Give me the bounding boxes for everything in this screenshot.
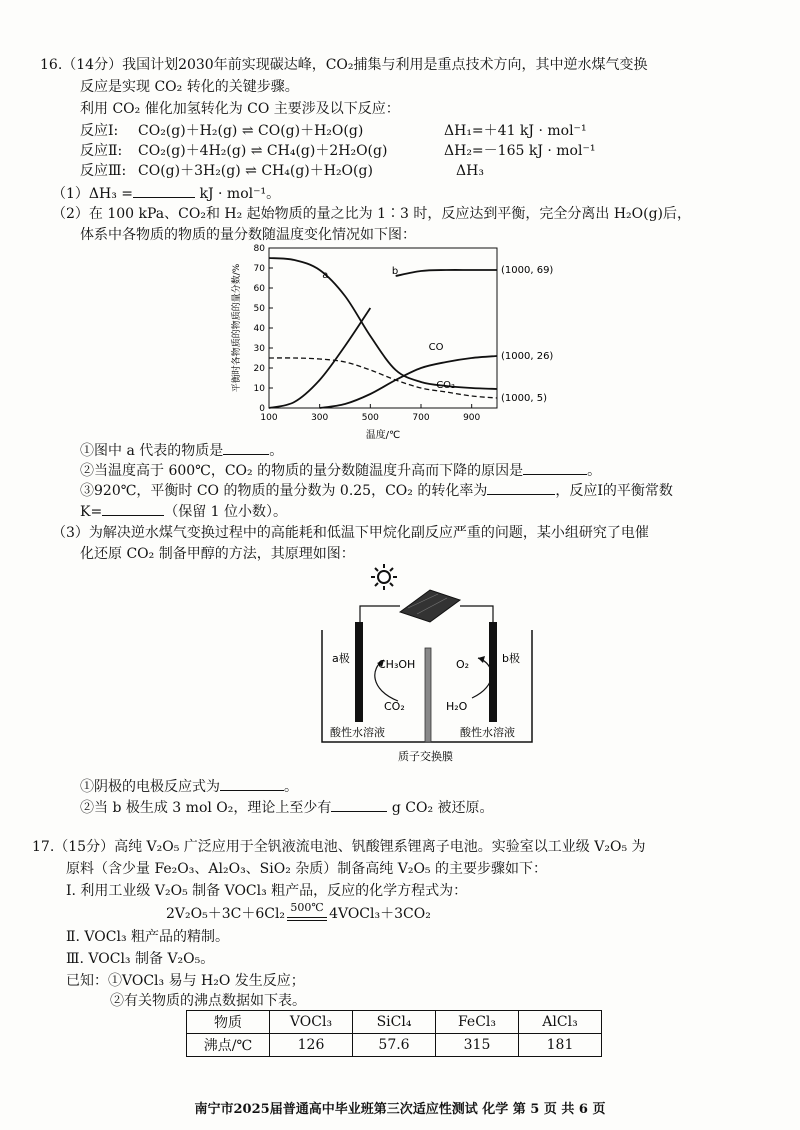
reaction-2-label: 反应Ⅱ: (80, 143, 123, 159)
reaction-1-label: 反应Ⅰ: (80, 123, 119, 139)
reaction-3-label: 反应Ⅲ: (80, 163, 127, 179)
series-line-CO₂ (269, 358, 497, 398)
page-footer: 南宁市2025届普通高中毕业班第三次适应性测试 化学 第 5 页 共 6 页 (194, 1102, 606, 1117)
q17-header-cont: 原料（含少量 Fe₂O₃、Al₂O₃、SiO₂ 杂质）制备高纯 V₂O₅ 的主要步骤如下： (66, 861, 547, 877)
x-tick-label: 100 (260, 413, 278, 423)
series-line-unnamed-2 (269, 308, 370, 408)
table-cell: 沸点/℃ (187, 1034, 270, 1057)
equation-condition (285, 901, 329, 924)
boiling-point-table (186, 1010, 602, 1057)
part3-q1 (80, 776, 298, 796)
electrode-a-label: a极 (332, 652, 350, 665)
part2-q2-suffix: 。 (587, 463, 602, 479)
part3-q1-suffix: 。 (284, 779, 298, 795)
q17-known2: ②有关物质的沸点数据如下表。 (110, 993, 306, 1009)
y-tick-label: 70 (253, 264, 265, 274)
table-header-cell: VOCl₃ (270, 1011, 353, 1034)
table-cell: 57.6 (353, 1034, 436, 1057)
h2o-label: H₂O (446, 700, 468, 713)
methanol-label: CH₃OH (378, 658, 416, 671)
table-header-cell: SiCl₄ (353, 1011, 436, 1034)
series-line-a (269, 258, 497, 389)
solar-panel-icon (400, 590, 460, 622)
part1-unit: kJ · mol⁻¹。 (199, 186, 281, 202)
series-label-co: CO (428, 342, 444, 353)
table-cell: 181 (519, 1034, 602, 1057)
part2-q3 (80, 480, 673, 500)
part3-line1: （3）为解决逆水煤气变换过程中的高能耗和低温下甲烷化副反应严重的问题，某小组研究了电催 (52, 525, 649, 541)
part3-q2 (80, 797, 494, 817)
part3-line2: 化还原 CO₂ 制备甲醇的方法，其原理如图： (80, 546, 355, 562)
q17-known1: 已知：①VOCl₃ 易与 H₂O 发生反应； (66, 973, 305, 989)
series-label-a: a (322, 270, 329, 281)
answer-blank-reason[interactable] (523, 460, 587, 475)
y-tick-label: 80 (253, 244, 265, 254)
part3-q2-prefix: ②当 b 极生成 3 mol O₂，理论上至少有 (80, 800, 332, 816)
solution-left-label: 酸性水溶液 (330, 726, 385, 739)
membrane-label: 质子交换膜 (398, 750, 453, 763)
x-tick-label: 900 (463, 413, 481, 423)
answer-blank-dh3[interactable] (133, 183, 195, 198)
y-tick-label: 0 (259, 404, 265, 414)
y-tick-label: 10 (253, 384, 265, 394)
k-label: K= (80, 504, 103, 520)
annotation-b-end: (1000, 69) (501, 265, 554, 276)
x-axis-label: 温度/℃ (365, 430, 401, 440)
part2-q2 (80, 460, 601, 480)
part2-q3-k (80, 501, 287, 521)
o2-label: O₂ (456, 658, 470, 671)
equation-right: 4VOCl₃＋3CO₂ (329, 906, 431, 922)
mole-fraction-chart (225, 240, 575, 440)
solution-right-label: 酸性水溶液 (460, 726, 515, 739)
y-tick-label: 60 (253, 284, 265, 294)
q17-equation (166, 901, 431, 924)
part2-line2: 体系中各物质的物质的量分数随温度变化情况如下图： (80, 227, 416, 243)
reaction-2-equation: CO₂(g)＋4H₂(g) ⇌ CH₄(g)＋2H₂O(g) (138, 143, 388, 159)
answer-blank-k[interactable] (102, 501, 164, 516)
proton-exchange-membrane (425, 648, 431, 742)
co2-label: CO₂ (384, 700, 405, 713)
equals-double-line (287, 917, 327, 921)
q16-header-cont: 反应是实现 CO₂ 转化的关键步骤。 (80, 79, 299, 95)
reaction-3-equation: CO(g)＋3H₂(g) ⇌ CH₄(g)＋H₂O(g) (138, 163, 373, 179)
y-tick-label: 20 (253, 364, 265, 374)
part3-q1-prefix: ①阴极的电极反应式为 (80, 779, 220, 795)
table-header-row (187, 1011, 602, 1034)
part2-q3-prefix: ③920℃，平衡时 CO 的物质的量分数为 0.25，CO₂ 的转化率为 (80, 483, 488, 499)
answer-blank-conversion[interactable] (487, 480, 555, 495)
q17-step3: Ⅲ. VOCl₃ 制备 V₂O₅。 (66, 951, 215, 967)
q17-step2: Ⅱ. VOCl₃ 粗产品的精制。 (66, 929, 230, 945)
part2-line1: （2）在 100 kPa、CO₂和 H₂ 起始物质的量之比为 1∶3 时，反应达到平衡，完全分离出 H₂O(g)后， (52, 206, 692, 222)
equation-left: 2V₂O₅＋3C＋6Cl₂ (166, 906, 286, 922)
electrolysis-cell-diagram (300, 560, 560, 770)
sun-icon (371, 564, 397, 590)
k-note: （保留 1 位小数）。 (164, 504, 288, 520)
plot-frame (269, 248, 497, 408)
y-axis-label: 平衡时各物质的物质的量分数/% (232, 263, 242, 393)
q17-step1: Ⅰ. 利用工业级 V₂O₅ 制备 VOCl₃ 粗产品，反应的化学方程式为： (66, 883, 468, 899)
series-label-b: b (391, 266, 399, 277)
table-cell: 315 (436, 1034, 519, 1057)
y-tick-label: 30 (253, 344, 265, 354)
part1-question (52, 183, 280, 203)
electrode-b-label: b极 (502, 652, 520, 665)
table-cell: 126 (270, 1034, 353, 1057)
series-line-CO (320, 356, 497, 408)
x-tick-label: 500 (361, 413, 379, 423)
part2-q1-prefix: ①图中 a 代表的物质是 (80, 443, 224, 459)
annotation-co-end: (1000, 26) (501, 351, 554, 362)
answer-blank-cathode[interactable] (220, 776, 284, 791)
reaction-2-enthalpy: ΔH₂=－165 kJ · mol⁻¹ (444, 143, 596, 159)
part2-q2-prefix: ②当温度高于 600℃，CO₂ 的物质的量分数随温度升高而下降的原因是 (80, 463, 524, 479)
table-row (187, 1034, 602, 1057)
table-header-cell: 物质 (187, 1011, 270, 1034)
condition-label: 500℃ (290, 901, 324, 914)
annotation-co2-end: (1000, 5) (501, 393, 547, 404)
answer-blank-substance-a[interactable] (223, 440, 269, 455)
part1-prefix: （1）ΔH₃ = (52, 186, 134, 202)
y-tick-label: 50 (253, 304, 265, 314)
answer-blank-co2-mass[interactable] (331, 797, 387, 812)
reaction-1-equation: CO₂(g)＋H₂(g) ⇌ CO(g)＋H₂O(g) (138, 123, 364, 139)
table-header-cell: FeCl₃ (436, 1011, 519, 1034)
series-line-b (396, 270, 497, 276)
x-tick-label: 700 (412, 413, 430, 423)
arrow-h2o-to-o2 (472, 658, 492, 698)
series-label-co2: CO₂ (436, 380, 456, 391)
reaction-3-enthalpy: ΔH₃ (456, 163, 484, 179)
part2-q1-suffix: 。 (269, 443, 284, 459)
table-header-cell: AlCl₃ (519, 1011, 602, 1034)
q17-header: 17.（15分）高纯 V₂O₅ 广泛应用于全钒液流电池、钒酸锂系锂离子电池。实验室以工业级 V₂O₅ 为 (32, 839, 646, 855)
part2-q1 (80, 440, 283, 460)
reaction-1-enthalpy: ΔH₁=＋41 kJ · mol⁻¹ (444, 123, 587, 139)
part2-q3-mid: ，反应Ⅰ的平衡常数 (555, 483, 673, 499)
part3-q2-suffix: g CO₂ 被还原。 (391, 800, 494, 816)
x-tick-label: 300 (311, 413, 329, 423)
q16-intro: 利用 CO₂ 催化加氢转化为 CO 主要涉及以下反应： (80, 101, 400, 117)
electrode-b (489, 622, 497, 722)
q16-header: 16.（14分）我国计划2030年前实现碳达峰，CO₂捕集与利用是重点技术方向，其中逆水煤气变换 (40, 57, 648, 73)
electrode-a (355, 622, 363, 722)
y-tick-label: 40 (253, 324, 265, 334)
